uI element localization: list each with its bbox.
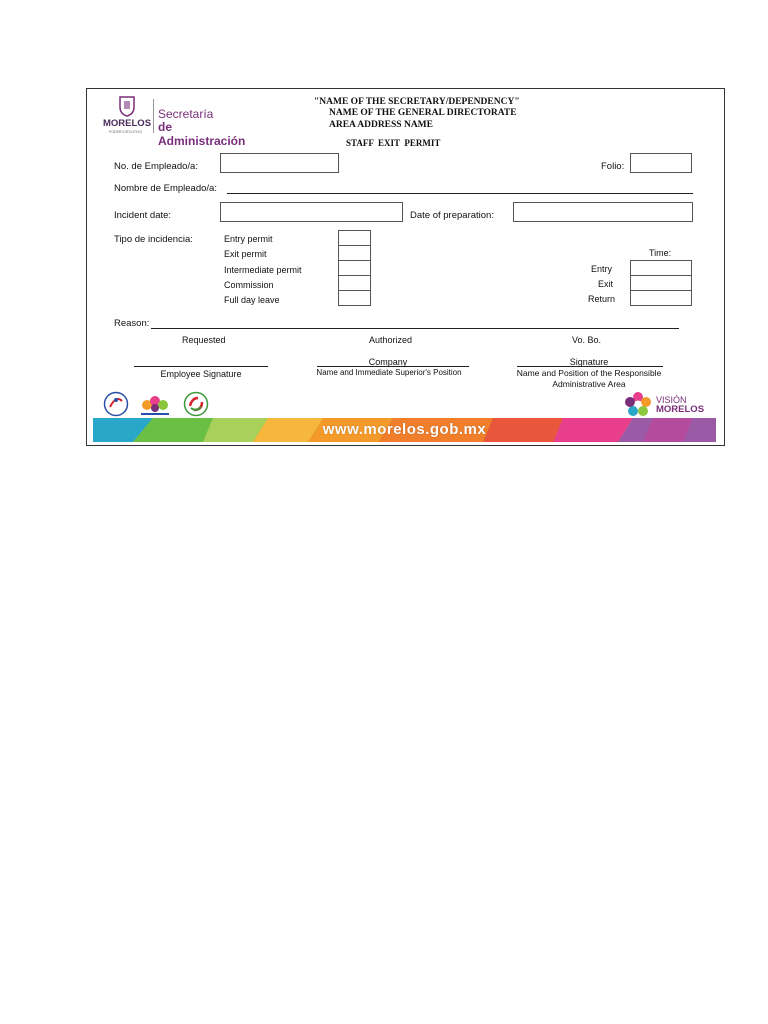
incident-option-label: Entry permit <box>224 234 273 244</box>
incident-checkbox[interactable] <box>338 275 371 291</box>
authorized-label: Authorized <box>369 335 413 345</box>
time-return-field[interactable] <box>630 290 692 306</box>
employee-signature-label: Employee Signature <box>160 369 242 379</box>
incident-date-label: Incident date: <box>114 210 172 221</box>
incident-option-label: Exit permit <box>224 249 267 259</box>
company-label: Company <box>368 357 408 367</box>
incident-option-label: Intermediate permit <box>224 265 302 275</box>
employee-no-label: No. de Empleado/a: <box>114 161 198 172</box>
folio-label: Folio: <box>601 161 625 172</box>
preparation-date-field[interactable] <box>513 202 693 222</box>
incident-checkbox[interactable] <box>338 260 371 276</box>
vision-line2: MORELOS <box>656 404 705 415</box>
employee-name-label: Nombre de Empleado/a: <box>114 183 217 194</box>
folio-field[interactable] <box>630 153 692 173</box>
employee-name-line[interactable] <box>227 193 693 194</box>
vision-line1: VISIÓN <box>656 395 687 405</box>
incident-checkbox[interactable] <box>338 230 371 246</box>
time-label: Time: <box>649 248 672 258</box>
incident-checkbox[interactable] <box>338 290 371 306</box>
logo-tagline: PODER EJECUTIVO <box>109 130 143 134</box>
sports-logo-icon <box>103 391 129 417</box>
logo-dept-line2: de Administración <box>158 120 246 148</box>
header-line1: "NAME OF THE SECRETARY/DEPENDENCY" <box>314 97 520 107</box>
signature-sub-label-1: Name and Position of the Responsible <box>516 368 662 378</box>
signature-sub-label-2: Administrative Area <box>552 379 626 389</box>
preparation-date-label: Date of preparation: <box>410 210 494 221</box>
incident-option-label: Full day leave <box>224 295 280 305</box>
requested-label: Requested <box>182 335 226 345</box>
incident-option-label: Commission <box>224 280 274 290</box>
vobo-label: Vo. Bo. <box>572 335 602 345</box>
vision-flower-icon <box>624 391 652 417</box>
incident-date-field[interactable] <box>220 202 403 222</box>
employee-signature-line[interactable] <box>134 366 268 367</box>
form-title: STAFF EXIT PERMIT <box>346 138 441 148</box>
incident-checkbox[interactable] <box>338 245 371 261</box>
logo-divider <box>153 99 154 133</box>
company-sub-label: Name and Immediate Superior's Position <box>316 368 462 377</box>
time-row-label: Exit <box>598 279 614 289</box>
culture-logo-icon <box>135 391 175 417</box>
time-entry-field[interactable] <box>630 260 692 276</box>
reason-label: Reason: <box>114 318 150 329</box>
header-line3: AREA ADDRESS NAME <box>329 120 433 130</box>
time-exit-field[interactable] <box>630 275 692 291</box>
recycle-logo-icon <box>183 391 209 417</box>
header-line2: NAME OF THE GENERAL DIRECTORATE <box>329 108 517 118</box>
reason-line[interactable] <box>151 328 679 329</box>
incident-type-label: Tipo de incidencia: <box>114 234 193 245</box>
time-row-label: Return <box>588 294 616 304</box>
footer-banner <box>93 418 716 442</box>
logo-state: MORELOS <box>103 118 152 129</box>
exit-permit-form <box>86 88 725 446</box>
website-url: www.morelos.gob.mx <box>322 421 487 438</box>
signature-label: Signature <box>569 357 609 367</box>
crest-icon <box>117 95 137 117</box>
morelos-logo <box>103 95 253 148</box>
employee-no-field[interactable] <box>220 153 339 173</box>
logo-dept-line1: Secretaría <box>158 107 214 121</box>
time-row-label: Entry <box>591 264 613 274</box>
